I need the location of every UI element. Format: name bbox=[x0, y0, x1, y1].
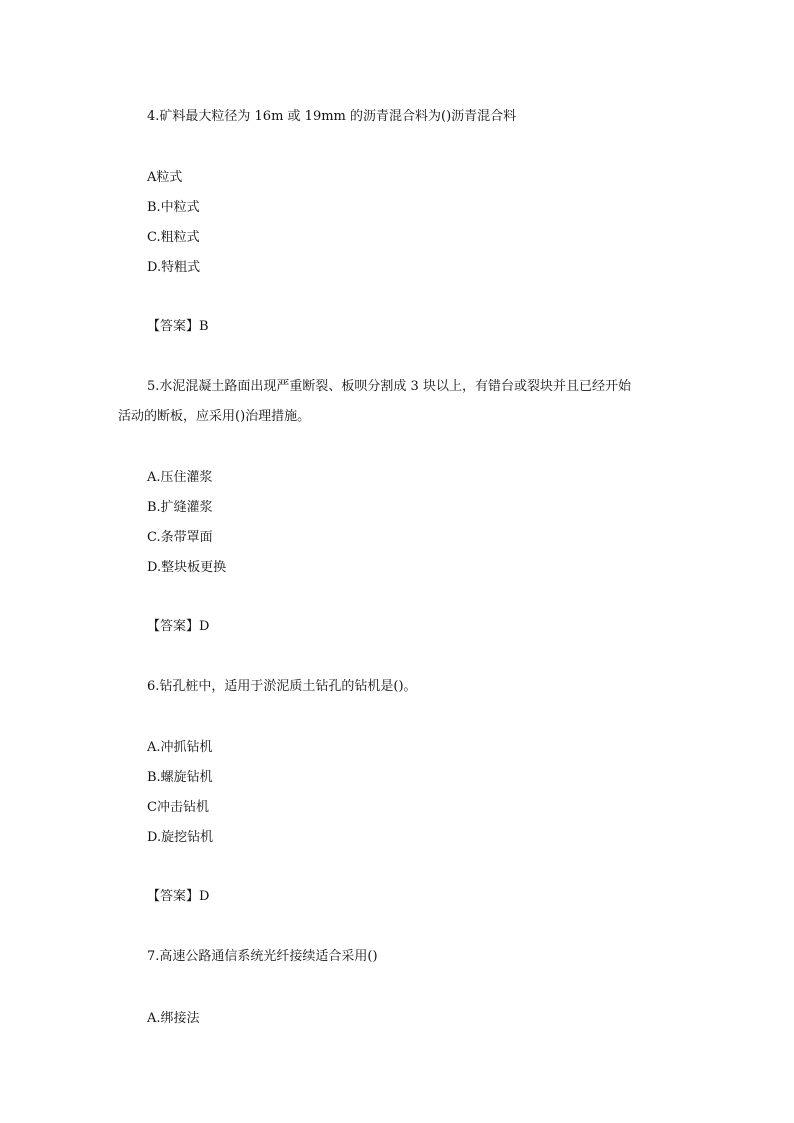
question-6-option-c: C冲击钻机 bbox=[147, 800, 209, 815]
question-4-answer: 【答案】B bbox=[147, 319, 209, 334]
question-7-stem: 7.高速公路通信系统光纤接续适合采用() bbox=[147, 949, 378, 964]
question-5-stem-line-1: 5.水泥混凝土路面出现严重断裂、板呗分割成 3 块以上，有错台或裂块并且已经开始 bbox=[147, 379, 631, 394]
question-4-option-c: C.粗粒式 bbox=[147, 230, 200, 245]
question-6-answer: 【答案】D bbox=[147, 889, 210, 904]
question-4-option-a: A粒式 bbox=[147, 170, 183, 185]
question-5-option-a: A.压住灌浆 bbox=[147, 470, 213, 485]
question-6-stem: 6.钻孔桩中，适用于淤泥质土钻孔的钻机是()。 bbox=[147, 679, 417, 694]
question-5-stem-line-2: 活动的断板，应采用()治理措施。 bbox=[118, 409, 311, 424]
question-5-option-d: D.整块板更换 bbox=[147, 560, 227, 575]
question-4-option-d: D.特粗式 bbox=[147, 260, 201, 275]
question-6-option-d: D.旋挖钻机 bbox=[147, 830, 214, 845]
question-4-option-b: B.中粒式 bbox=[147, 200, 200, 215]
question-4-stem: 4.矿料最大粒径为 16m 或 19mm 的沥青混合料为()沥青混合料 bbox=[147, 109, 517, 124]
question-5-option-c: C.条带罩面 bbox=[147, 530, 213, 545]
question-7-option-a: A.绑接法 bbox=[147, 1011, 200, 1026]
question-6-option-a: A.冲抓钻机 bbox=[147, 740, 213, 755]
question-5-answer: 【答案】D bbox=[147, 619, 210, 634]
question-6-option-b: B.螺旋钻机 bbox=[147, 770, 213, 785]
question-5-option-b: B.扩缝灌浆 bbox=[147, 500, 213, 515]
